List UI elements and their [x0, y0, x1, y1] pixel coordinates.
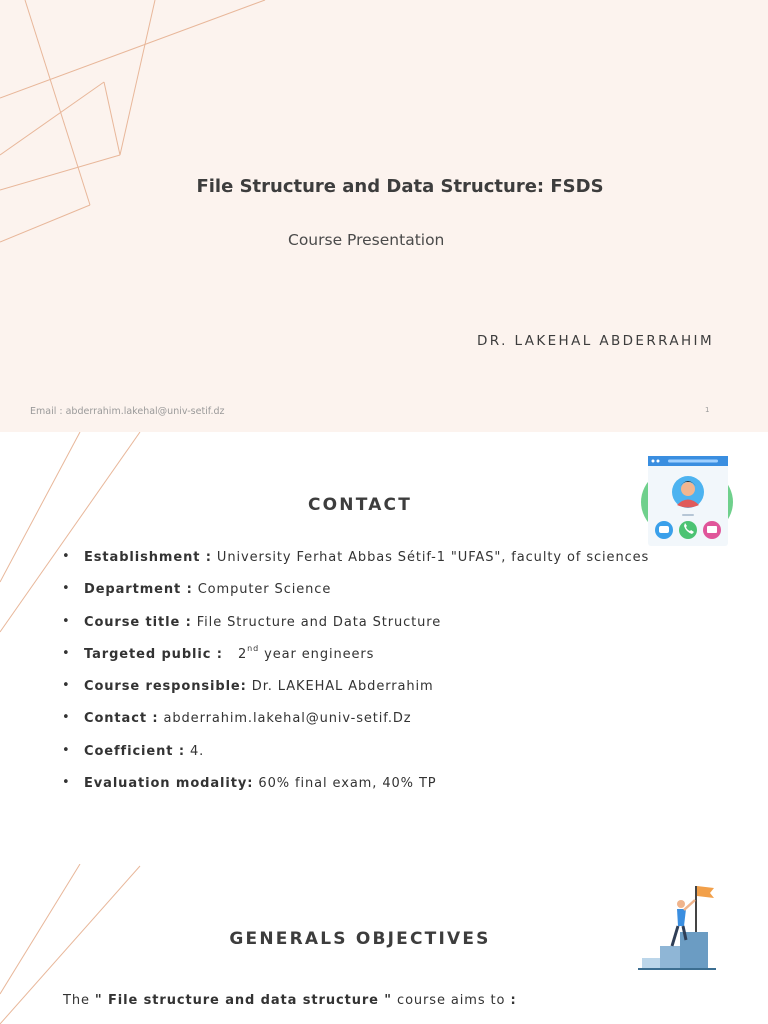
contact-title: CONTACT — [307, 495, 413, 515]
intro-suffix: course aims to — [391, 993, 511, 1008]
item-label: Course responsible: — [84, 679, 247, 695]
item-value: year engineers — [259, 646, 375, 662]
intro-colon: : — [510, 993, 517, 1008]
objectives-title: GENERALS OBJECTIVES — [229, 929, 491, 949]
decorative-lines — [0, 0, 300, 260]
intro-course-name: " File structure and data structure " — [94, 993, 392, 1008]
item-value: 60% final exam, 40% TP — [253, 776, 437, 792]
objectives-slide — [0, 864, 768, 1024]
list-item — [62, 711, 649, 743]
item-label: Establishment : — [84, 550, 212, 565]
title-slide — [0, 0, 768, 432]
author-name: DR. LAKEHAL ABDERRAHIM — [477, 333, 714, 349]
item-value: File Structure and Data Structure — [191, 614, 442, 630]
item-value: Dr. LAKEHAL Abderrahim — [246, 679, 434, 695]
intro-prefix: The — [63, 993, 95, 1008]
objectives-intro — [63, 993, 517, 1008]
item-label: Coefficient : — [84, 743, 185, 759]
contact-list — [62, 550, 649, 808]
item-label: Department : — [84, 582, 193, 598]
item-value-sup: nd — [247, 643, 260, 653]
presentation-subtitle: Course Presentation — [288, 231, 445, 249]
list-item — [62, 550, 649, 582]
item-label: Targeted public : — [84, 646, 223, 662]
item-value-prefix: 2 — [237, 646, 248, 662]
item-label: Course title : — [84, 614, 192, 630]
list-item — [62, 776, 649, 808]
list-item — [62, 615, 649, 647]
item-value: abderrahim.lakehal@univ-setif.Dz — [158, 711, 412, 727]
footer-email: Email : abderrahim.lakehal@univ-setif.dz — [30, 406, 225, 417]
item-value: University Ferhat Abbas Sétif-1 "UFAS", faculty of sciences — [211, 550, 650, 565]
item-value: 4. — [184, 743, 205, 759]
list-item — [62, 582, 649, 614]
presentation-title: File Structure and Data Structure: FSDS — [196, 176, 604, 197]
item-label: Contact : — [84, 711, 159, 727]
contact-slide — [0, 432, 768, 864]
item-label: Evaluation modality: — [84, 776, 254, 792]
page-number: 1 — [705, 406, 710, 414]
list-item — [62, 679, 649, 711]
goal-flag-icon — [634, 882, 718, 974]
list-item — [62, 643, 649, 679]
item-value: Computer Science — [192, 582, 332, 598]
list-item — [62, 744, 649, 776]
